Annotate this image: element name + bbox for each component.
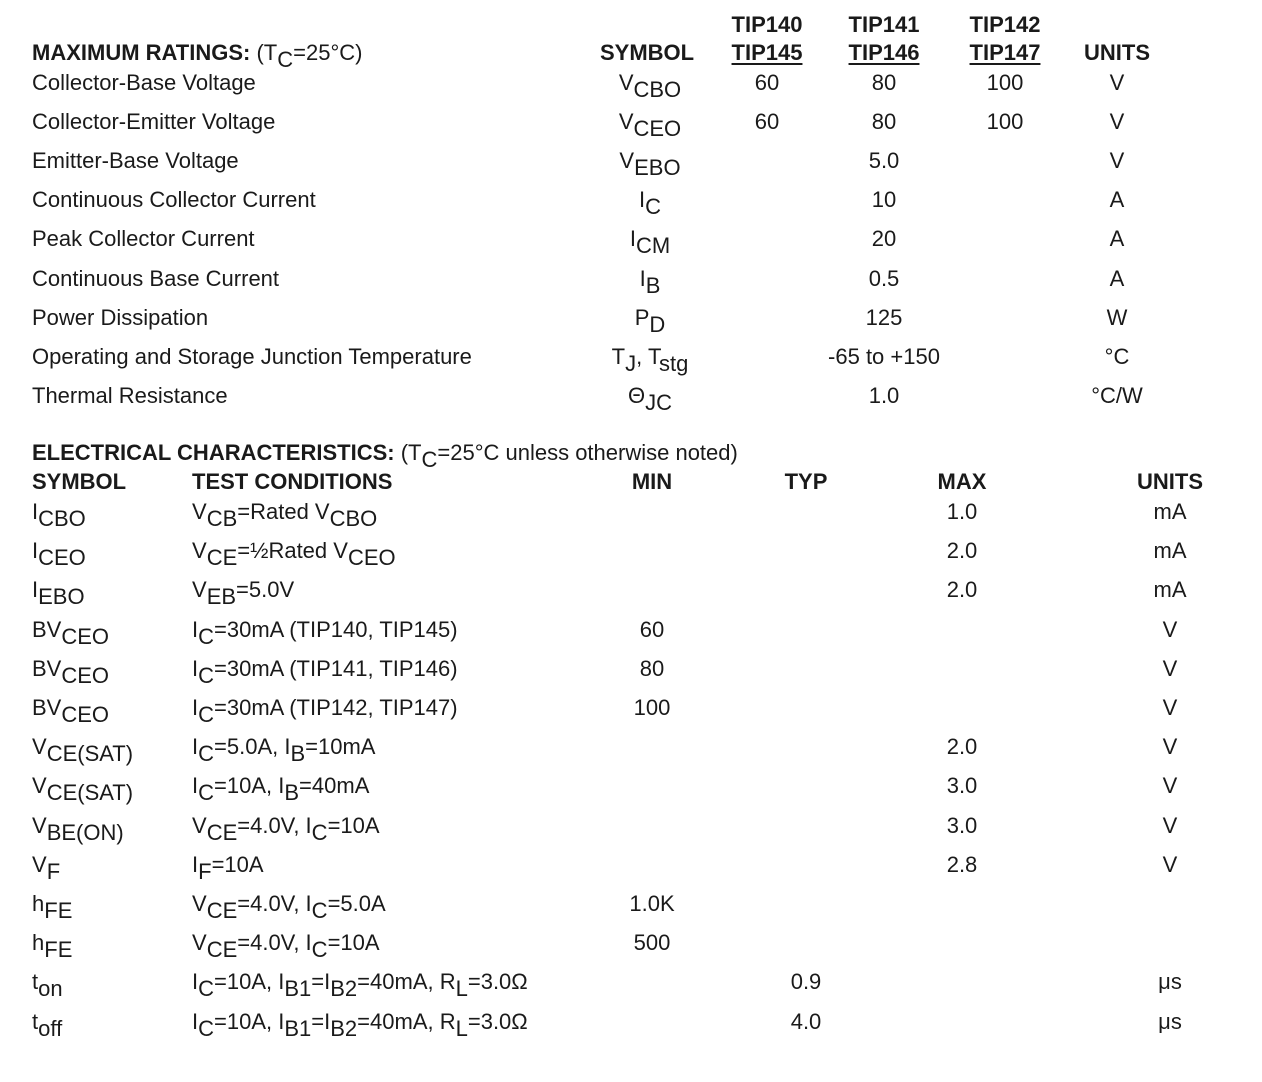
max-col2-bottom-header: TIP146: [848, 40, 920, 65]
max-symbol: VCEO: [618, 109, 682, 141]
elec-typ-value: 0.9: [790, 969, 822, 995]
elec-unit: V: [1162, 655, 1178, 681]
elec-unit: mA: [1153, 538, 1187, 564]
elec-symbol: hFE: [32, 930, 73, 963]
max-unit: A: [1109, 226, 1125, 251]
elec-symbol: VBE(ON): [32, 812, 124, 845]
max-unit: °C: [1104, 344, 1130, 369]
elec-typ-value: 4.0: [790, 1008, 822, 1034]
elec-symbol: ICEO: [32, 538, 86, 571]
elec-test-condition: VCE=½Rated VCEO: [192, 538, 396, 571]
elec-symbol-header: SYMBOL: [32, 469, 127, 494]
max-ratings-condition: (TC=25°C): [256, 40, 363, 72]
elec-symbol: IEBO: [32, 577, 85, 610]
elec-symbol: VCE(SAT): [32, 734, 134, 767]
elec-unit: V: [1162, 773, 1178, 799]
elec-symbol: BVCEO: [32, 616, 110, 649]
elec-max-value: 1.0: [946, 499, 978, 524]
elec-max-value: 3.0: [946, 773, 978, 799]
elec-unit: mA: [1153, 577, 1187, 603]
max-ratings-heading: [32, 40, 363, 72]
elec-max-value: 3.0: [946, 812, 978, 838]
max-unit: °C/W: [1091, 383, 1143, 408]
max-ratings-title: MAXIMUM RATINGS:: [32, 40, 251, 65]
elec-symbol: ICBO: [32, 499, 86, 531]
elec-max-value: 2.0: [946, 538, 978, 564]
elec-symbol: VF: [32, 851, 61, 884]
max-value-col2: 20: [871, 226, 897, 251]
max-value-col2: 10: [871, 187, 897, 212]
max-param-label: Operating and Storage Junction Temperature: [32, 344, 472, 369]
elec-test-condition: IC=30mA (TIP140, TIP145): [192, 616, 458, 649]
elec-test-condition: IC=30mA (TIP141, TIP146): [192, 655, 458, 688]
elec-unit: μs: [1158, 969, 1182, 995]
max-symbol: PD: [634, 305, 666, 337]
max-symbol: IC: [638, 187, 662, 219]
elec-test-condition: VCE=4.0V, IC=5.0A: [192, 891, 386, 923]
max-param-label: Continuous Collector Current: [32, 187, 316, 212]
max-symbol-header: SYMBOL: [600, 40, 695, 65]
elec-unit: V: [1162, 812, 1178, 838]
max-value-col1: 60: [754, 70, 780, 95]
elec-max-value: 2.0: [946, 734, 978, 760]
elec-heading: [32, 440, 738, 472]
elec-test-condition: IC=10A, IB1=IB2=40mA, RL=3.0Ω: [192, 1008, 528, 1041]
max-param-label: Continuous Base Current: [32, 266, 280, 291]
max-value-col2: 5.0: [868, 148, 900, 173]
max-unit: A: [1109, 266, 1125, 291]
elec-test-condition: VCE=4.0V, IC=10A: [192, 930, 380, 963]
max-unit: V: [1109, 70, 1125, 95]
elec-test-condition: IC=5.0A, IB=10mA: [192, 734, 376, 767]
max-value-col3: 100: [986, 70, 1024, 95]
elec-unit: mA: [1153, 499, 1187, 524]
elec-min-value: 80: [639, 655, 665, 681]
max-value-col2: 125: [865, 305, 903, 330]
max-value-col2: 0.5: [868, 266, 900, 291]
elec-typ-header: TYP: [784, 469, 828, 494]
elec-symbol: hFE: [32, 891, 73, 923]
max-symbol: TJ, Tstg: [611, 344, 689, 376]
max-col2-top-header: TIP141: [848, 12, 920, 37]
max-col1-bottom-header: TIP145: [731, 40, 803, 65]
elec-test-condition: VEB=5.0V: [192, 577, 295, 610]
max-value-col2: 80: [871, 70, 897, 95]
elec-test-condition: VCB=Rated VCBO: [192, 499, 378, 531]
max-symbol: VEBO: [619, 148, 681, 180]
max-unit: W: [1106, 305, 1128, 330]
max-value-col3: 100: [986, 109, 1024, 134]
max-value-col2: 80: [871, 109, 897, 134]
max-param-label: Emitter-Base Voltage: [32, 148, 239, 173]
elec-conditions-header: TEST CONDITIONS: [192, 469, 393, 494]
elec-min-header: MIN: [631, 469, 673, 494]
elec-min-value: 100: [633, 695, 671, 720]
max-param-label: Collector-Emitter Voltage: [32, 109, 276, 134]
max-col3-bottom-header: TIP147: [969, 40, 1041, 65]
max-unit: V: [1109, 148, 1125, 173]
max-symbol: ΘJC: [627, 383, 673, 415]
elec-title: ELECTRICAL CHARACTERISTICS:: [32, 440, 395, 465]
elec-symbol: ton: [32, 969, 63, 1002]
elec-test-condition: VCE=4.0V, IC=10A: [192, 812, 380, 845]
elec-test-condition: IC=30mA (TIP142, TIP147): [192, 695, 458, 727]
elec-unit: μs: [1158, 1008, 1182, 1034]
max-symbol: VCBO: [618, 70, 682, 102]
elec-min-value: 60: [639, 616, 665, 642]
elec-unit: V: [1162, 851, 1178, 877]
max-unit: V: [1109, 109, 1125, 134]
elec-min-value: 1.0K: [629, 891, 675, 916]
max-col3-top-header: TIP142: [969, 12, 1041, 37]
max-unit: A: [1109, 187, 1125, 212]
elec-min-value: 500: [633, 930, 671, 956]
max-value-col2: -65 to +150: [828, 344, 940, 369]
elec-condition: (TC=25°C unless otherwise noted): [400, 440, 738, 472]
elec-unit: V: [1162, 616, 1178, 642]
max-param-label: Power Dissipation: [32, 305, 209, 330]
max-symbol: IB: [639, 266, 661, 298]
elec-symbol: BVCEO: [32, 695, 110, 727]
max-symbol: ICM: [629, 226, 671, 258]
max-col1-top-header: TIP140: [731, 12, 803, 37]
max-param-label: Peak Collector Current: [32, 226, 255, 251]
elec-units-header: UNITS: [1137, 469, 1203, 494]
elec-symbol: toff: [32, 1008, 63, 1041]
max-param-label: Thermal Resistance: [32, 383, 228, 408]
max-units-header: UNITS: [1084, 40, 1150, 65]
max-value-col1: 60: [754, 109, 780, 134]
elec-test-condition: IC=10A, IB=40mA: [192, 773, 370, 806]
max-param-label: Collector-Base Voltage: [32, 70, 256, 95]
elec-unit: V: [1162, 695, 1178, 720]
elec-test-condition: IC=10A, IB1=IB2=40mA, RL=3.0Ω: [192, 969, 528, 1002]
elec-max-header: MAX: [937, 469, 987, 494]
elec-max-value: 2.0: [946, 577, 978, 603]
elec-symbol: BVCEO: [32, 655, 110, 688]
elec-symbol: VCE(SAT): [32, 773, 134, 806]
elec-unit: V: [1162, 734, 1178, 760]
elec-max-value: 2.8: [946, 851, 978, 877]
elec-test-condition: IF=10A: [192, 851, 264, 884]
max-value-col2: 1.0: [868, 383, 900, 408]
